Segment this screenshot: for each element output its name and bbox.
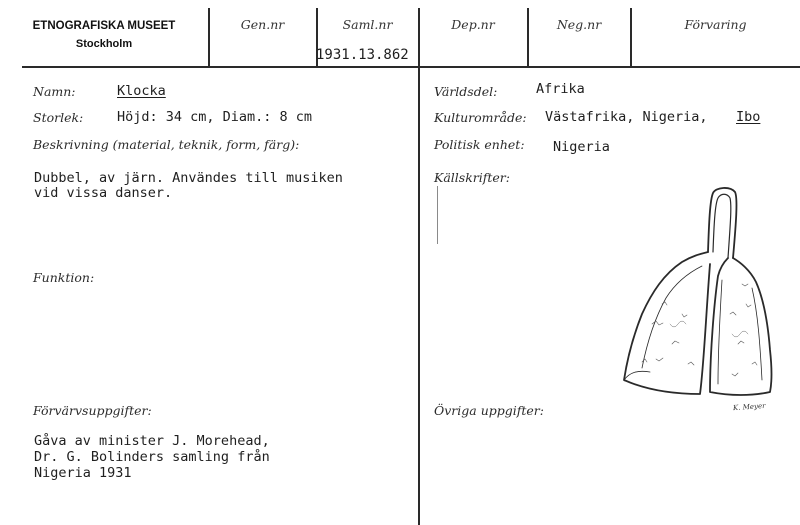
saml-nr-label: Saml.nr [342, 17, 393, 32]
double-bell-drawing [612, 184, 800, 399]
politisk-enhet-value: Nigeria [553, 139, 610, 155]
artist-signature: K. Meyer [732, 401, 766, 413]
kulturomrade-label: Kulturområde: [434, 110, 527, 125]
museum-name: ETNOGRAFISKA MUSEET [32, 20, 176, 32]
dep-nr-label: Dep.nr [451, 17, 495, 32]
forvarv-label: Förvärvsuppgifter: [33, 403, 152, 418]
namn-value: Klocka [117, 83, 166, 99]
varldsdel-value: Afrika [536, 81, 585, 97]
kulturomrade-value-ibo: Ibo [736, 109, 761, 125]
body-center-divider [418, 66, 420, 525]
neg-nr-label: Neg.nr [556, 17, 602, 32]
pencil-mark [437, 186, 438, 244]
kallskrifter-label: Källskrifter: [434, 170, 510, 185]
forvarv-line-2: Dr. G. Bolinders samling från [34, 449, 270, 465]
politisk-enhet-label: Politisk enhet: [434, 137, 525, 152]
museum-city: Stockholm [75, 38, 133, 50]
varldsdel-label: Världsdel: [434, 84, 498, 99]
storlek-label: Storlek: [33, 110, 84, 125]
forvarv-line-1: Gåva av minister J. Morehead, [34, 433, 270, 449]
beskrivning-label: Beskrivning (material, teknik, form, färg): [33, 137, 300, 152]
beskrivning-line-2: vid vissa danser. [34, 185, 173, 201]
ovriga-label: Övriga uppgifter: [434, 403, 544, 418]
storlek-value: Höjd: 34 cm, Diam.: 8 cm [117, 109, 313, 125]
forvaring-label: Förvaring [684, 17, 747, 32]
gen-nr-label: Gen.nr [240, 17, 285, 32]
header-bottom-rule [22, 66, 800, 68]
forvarv-line-3: Nigeria 1931 [34, 465, 132, 481]
funktion-label: Funktion: [33, 270, 95, 285]
kulturomrade-value: Västafrika, Nigeria, [545, 109, 708, 125]
saml-nr-value: 1931.13.862 [316, 47, 409, 63]
beskrivning-line-1: Dubbel, av järn. Användes till musiken [34, 170, 343, 186]
namn-label: Namn: [33, 84, 76, 99]
